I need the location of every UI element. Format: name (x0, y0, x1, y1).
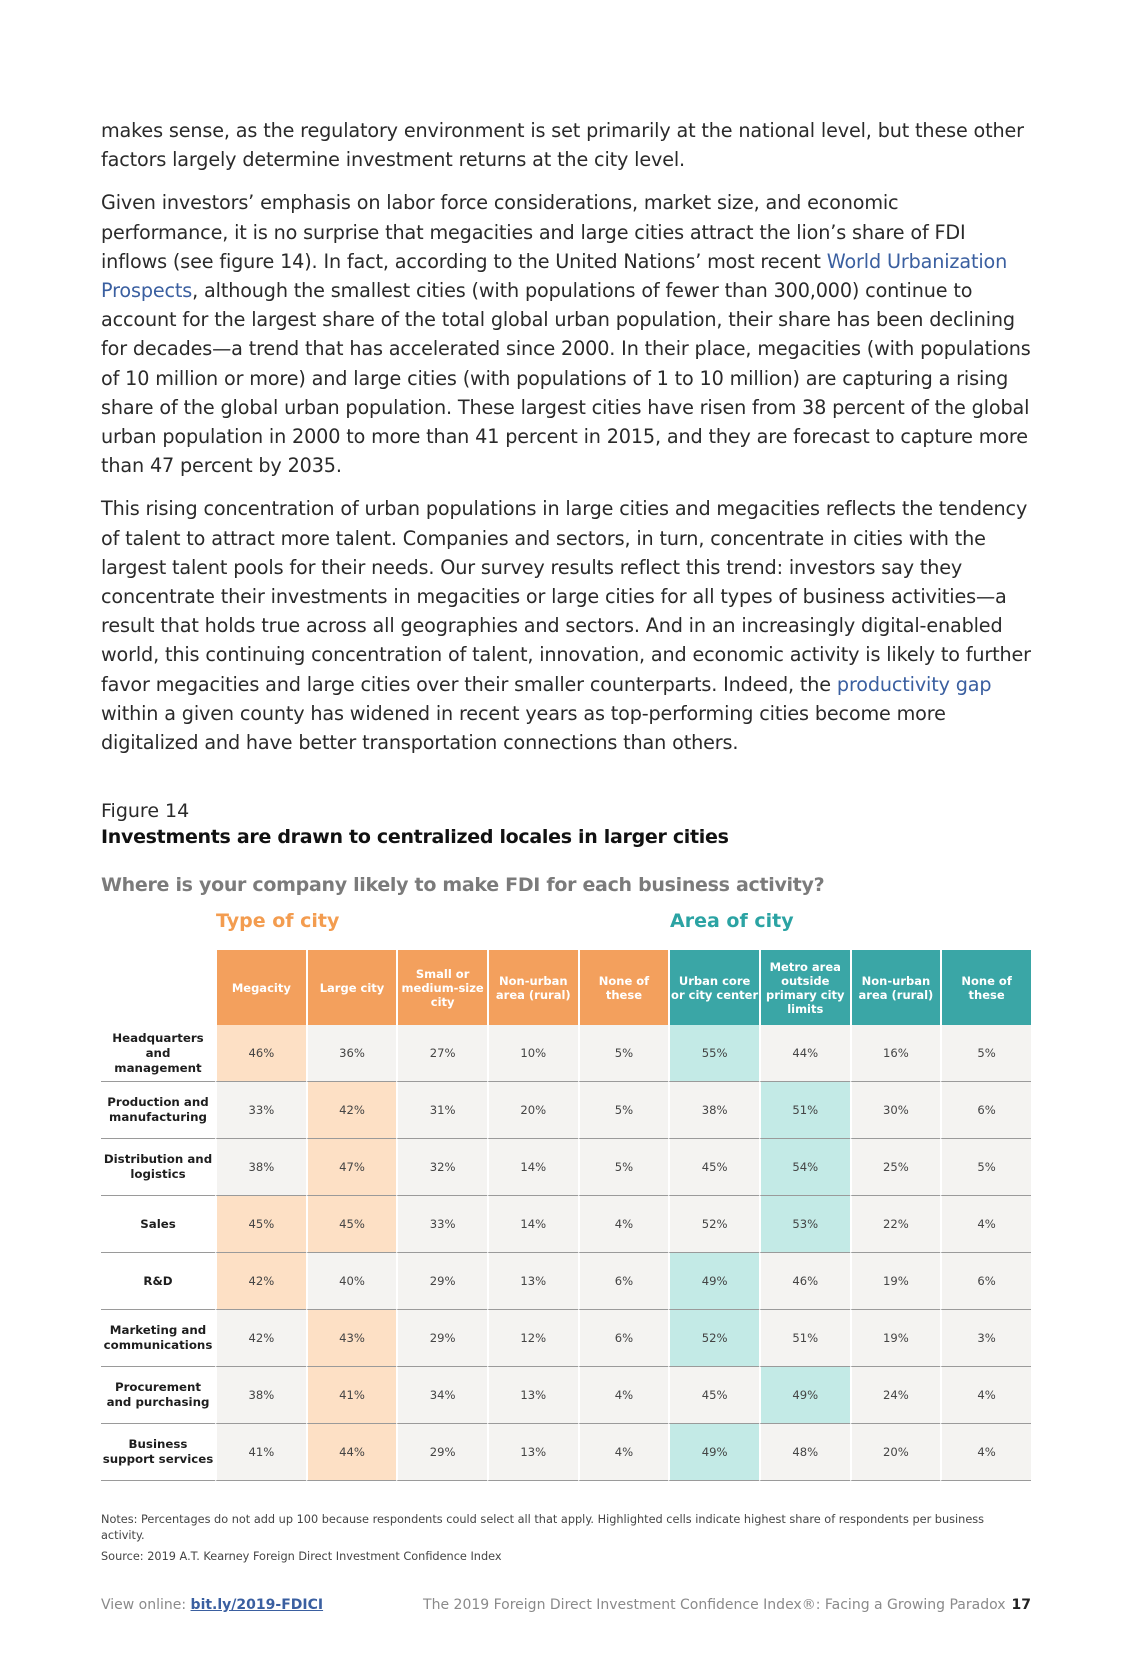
table-cell: 49% (759, 1367, 850, 1424)
table-cell: 34% (396, 1367, 487, 1424)
table-cell: 4% (578, 1196, 669, 1253)
table-cell: 45% (306, 1196, 397, 1253)
notes-text: Notes: Percentages do not add up 100 because respondents could select all that apply. Highlighted cells indicate highest share of respondents per business activity. (101, 1513, 985, 1542)
table-cell: 31% (396, 1082, 487, 1139)
column-header: Metro area outside primary city limits (759, 950, 850, 1025)
table-cell: 4% (940, 1424, 1031, 1481)
table-row (101, 1424, 1031, 1481)
view-online-link[interactable]: bit.ly/2019-FDICI (190, 1597, 324, 1613)
table-cell: 6% (940, 1253, 1031, 1310)
table-cell: 14% (487, 1139, 578, 1196)
table-cell: 24% (850, 1367, 941, 1424)
publication-info (423, 1597, 1031, 1613)
column-header: None of these (940, 950, 1031, 1025)
table-cell: 48% (759, 1424, 850, 1481)
table-cell: 29% (396, 1424, 487, 1481)
figure-label: Figure 14 (101, 800, 190, 822)
table-cell: 38% (215, 1139, 306, 1196)
row-label: R&D (101, 1253, 215, 1310)
table-cell: 53% (759, 1196, 850, 1253)
view-online (101, 1597, 323, 1613)
table-cell: 45% (668, 1139, 759, 1196)
table-cell: 5% (578, 1082, 669, 1139)
column-header: Urban core or city center (668, 950, 759, 1025)
table-cell: 54% (759, 1139, 850, 1196)
table-row (101, 1025, 1031, 1082)
table-cell: 55% (668, 1025, 759, 1082)
table-cell: 43% (306, 1310, 397, 1367)
table-cell: 6% (578, 1253, 669, 1310)
table-cell: 45% (668, 1367, 759, 1424)
table-cell: 33% (215, 1082, 306, 1139)
table-cell: 42% (306, 1082, 397, 1139)
publication-title: The 2019 Foreign Direct Investment Confidence Index®: Facing a Growing Paradox (423, 1597, 1006, 1613)
table-cell: 27% (396, 1025, 487, 1082)
paragraph-3-text-b: within a given county has widened in recent years as top-performing cities become more digitalized and have better transportation connections than others. (101, 701, 946, 755)
table-cell: 3% (940, 1310, 1031, 1367)
table-cell: 46% (215, 1025, 306, 1082)
column-header: Large city (306, 950, 397, 1025)
paragraph-2-text-b: , although the smallest cities (with populations of fewer than 300,000) continue to account for the largest share of the total global urban population, their share has been declining for decades—a trend that has accelerated since 2000. In their place, megacities (with populations of 10 million or more) and large cities (with populations of 1 to 10 million) are capturing a rising share of the global urban population. These largest cities have risen from 38 percent of the global urban population in 2000 to more than 41 percent in 2015, and they are forecast to capture more than 47 percent by 2035. (101, 279, 1031, 478)
table-cell: 19% (850, 1310, 941, 1367)
area-of-city-heading: Area of city (670, 910, 794, 932)
table-row (101, 1082, 1031, 1139)
table-cell: 20% (487, 1082, 578, 1139)
table-cell: 4% (578, 1367, 669, 1424)
table-cell: 45% (215, 1196, 306, 1253)
table-cell: 49% (668, 1424, 759, 1481)
fdi-activity-table (101, 950, 1031, 1481)
table-cell: 20% (850, 1424, 941, 1481)
table-cell: 19% (850, 1253, 941, 1310)
table-cell: 16% (850, 1025, 941, 1082)
table-cell: 52% (668, 1310, 759, 1367)
table-cell: 51% (759, 1310, 850, 1367)
row-label: Marketing and communications (101, 1310, 215, 1367)
type-of-city-heading: Type of city (216, 910, 340, 932)
table-cell: 4% (940, 1196, 1031, 1253)
page-number: 17 (1011, 1597, 1031, 1613)
table-cell: 32% (396, 1139, 487, 1196)
column-header: Megacity (215, 950, 306, 1025)
column-header: None of these (578, 950, 669, 1025)
figure-notes (101, 1512, 1001, 1570)
table-cell: 4% (578, 1424, 669, 1481)
table-cell: 12% (487, 1310, 578, 1367)
table-cell: 38% (215, 1367, 306, 1424)
column-header: Non-urban area (rural) (487, 950, 578, 1025)
table-cell: 5% (578, 1025, 669, 1082)
view-online-label: View online: (101, 1597, 191, 1613)
paragraph-1: makes sense, as the regulatory environment is set primarily at the national level, but these other factors largely determine investment returns at the city level. (101, 119, 1024, 172)
row-label: Business support services (101, 1424, 215, 1481)
table-cell: 25% (850, 1139, 941, 1196)
paragraph-3 (101, 494, 1031, 757)
figure-14 (101, 798, 1031, 1563)
figure-title: Investments are drawn to centralized locales in larger cities (101, 826, 729, 848)
table-row (101, 1139, 1031, 1196)
productivity-gap-link[interactable]: productivity gap (836, 672, 992, 696)
table-cell: 5% (578, 1139, 669, 1196)
world-urbanization-prospects-link[interactable]: World Urbanization Prospects (101, 249, 1008, 303)
table-row (101, 1196, 1031, 1253)
table-cell: 51% (759, 1082, 850, 1139)
table-row (101, 1253, 1031, 1310)
table-cell: 13% (487, 1253, 578, 1310)
table-cell: 47% (306, 1139, 397, 1196)
table-cell: 52% (668, 1196, 759, 1253)
table-row (101, 1367, 1031, 1424)
row-label: Headquarters and management (101, 1025, 215, 1082)
row-header-spacer (101, 950, 215, 1025)
column-header: Small or medium-size city (396, 950, 487, 1025)
table-cell: 41% (215, 1424, 306, 1481)
table-cell: 29% (396, 1253, 487, 1310)
table-cell: 33% (396, 1196, 487, 1253)
table-cell: 41% (306, 1367, 397, 1424)
table-cell: 4% (940, 1367, 1031, 1424)
table-cell: 10% (487, 1025, 578, 1082)
table-cell: 30% (850, 1082, 941, 1139)
table-cell: 38% (668, 1082, 759, 1139)
table-cell: 42% (215, 1310, 306, 1367)
table-cell: 14% (487, 1196, 578, 1253)
table-cell: 44% (759, 1025, 850, 1082)
table-cell: 13% (487, 1367, 578, 1424)
paragraph-3-text-a: This rising concentration of urban populations in large cities and megacities reflects the tendency of talent to attract more talent. Companies and sectors, in turn, concentrate in cities with the largest talent pools for their needs. Our survey results reflect this trend: investors say they concentrate their investments in megacities or large cities for all types of business activities—a result that holds true across all geographies and sectors. And in an increasingly digital-enabled world, this continuing concentration of talent, innovation, and economic activity is likely to further favor megacities and large cities over their smaller counterparts. Indeed, the (101, 497, 1031, 696)
row-label: Procurement and purchasing (101, 1367, 215, 1424)
table-cell: 36% (306, 1025, 397, 1082)
table-cell: 46% (759, 1253, 850, 1310)
table-cell: 40% (306, 1253, 397, 1310)
table-cell: 5% (940, 1025, 1031, 1082)
table-cell: 22% (850, 1196, 941, 1253)
table-row (101, 1310, 1031, 1367)
table-cell: 42% (215, 1253, 306, 1310)
table-cell: 6% (940, 1082, 1031, 1139)
row-label: Production and manufacturing (101, 1082, 215, 1139)
column-header: Non-urban area (rural) (850, 950, 941, 1025)
table-body (101, 1025, 1031, 1481)
source-text: Source: 2019 A.T. Kearney Foreign Direct Investment Confidence Index (101, 1550, 502, 1563)
table-header-row (101, 950, 1031, 1025)
table-cell: 44% (306, 1424, 397, 1481)
table-cell: 6% (578, 1310, 669, 1367)
table-cell: 5% (940, 1139, 1031, 1196)
row-label: Distribution and logistics (101, 1139, 215, 1196)
row-label: Sales (101, 1196, 215, 1253)
body-text (101, 116, 1031, 771)
paragraph-2 (101, 188, 1031, 480)
table-cell: 13% (487, 1424, 578, 1481)
survey-question: Where is your company likely to make FDI for each business activity? (101, 874, 825, 896)
table-cell: 49% (668, 1253, 759, 1310)
table-cell: 29% (396, 1310, 487, 1367)
paragraph-2-text-a: Given investors’ emphasis on labor force considerations, market size, and economic performance, it is no surprise that megacities and large cities attract the lion’s share of FDI inflows (see figure 14). In fact, according to the United Nations’ most recent (101, 191, 966, 273)
